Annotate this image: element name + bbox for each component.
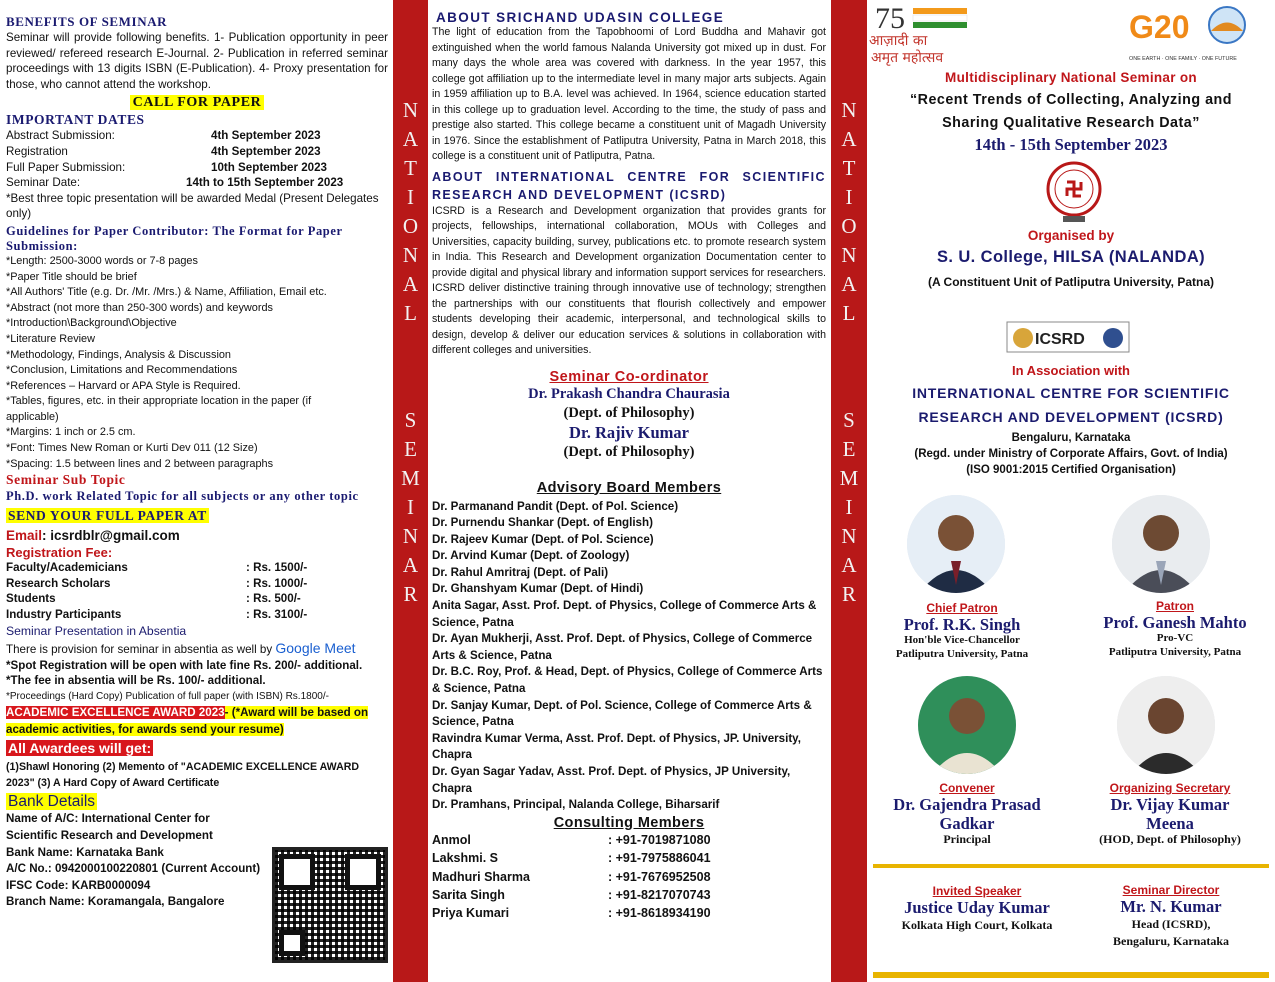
seminar-title-2: Sharing Qualitative Research Data” <box>942 115 1200 131</box>
college-name: S. U. College, HILSA (NALANDA) <box>936 248 1206 266</box>
coordinator-2-dept: (Dept. of Philosophy) <box>563 443 695 460</box>
guideline-item: *Introduction\Background\Objective <box>6 317 177 330</box>
guideline-item: *Spacing: 1.5 between lines and 2 between paragraphs <box>6 457 274 470</box>
band-right-national-seminar: N A T I O N A L S E M I N A R <box>831 0 867 982</box>
convener-name-1: Dr. Gajendra Prasad <box>893 795 1041 814</box>
speaker-name: Justice Uday Kumar <box>904 898 1050 917</box>
speaker-block <box>877 884 1077 934</box>
icsrd-iso: (ISO 9001:2015 Certified Organisation) <box>966 464 1176 476</box>
patron-desc-2: Patliputra University, Patna <box>1108 645 1242 658</box>
icsrd-regd: (Regd. under Ministry of Corporate Affairs, Govt. of India) <box>914 448 1228 460</box>
bank-line: Bank Name: Karnataka Bank <box>6 845 164 859</box>
college-emblem <box>1045 160 1103 224</box>
medal-note: *Best three topic presentation will be awarded Medal (Present Delegates only) <box>6 191 379 221</box>
right-panel <box>867 0 1275 982</box>
secretary-desc-1: (HOD, Dept. of Philosophy) <box>1099 832 1241 846</box>
seminar-dates: 14th - 15th September 2023 <box>974 135 1168 154</box>
convener-desc-1: Principal <box>943 832 991 846</box>
bank-line: IFSC Code: KARB0000094 <box>6 878 151 892</box>
email-value[interactable]: : icsrdblr@gmail.com <box>42 528 180 544</box>
bank-line: Scientific Research and Development <box>6 829 213 842</box>
director-desc-1: Head (ICSRD), <box>1131 917 1211 931</box>
awardees-text: (1)Shawl Honoring (2) Memento of "ACADEMIC EXCELLENCE AWARD 2023" (3) A Hard Copy of Award Certificate <box>6 761 360 789</box>
logo-75-hindi-1: आज़ादी का <box>869 33 928 49</box>
absentia-text: There is provision for seminar in absentia as well by <box>6 642 273 656</box>
advisory-member: Dr. Arvind Kumar (Dept. of Zoology) <box>432 549 630 563</box>
g20-logo <box>1127 4 1267 66</box>
coordinator-title: Seminar Co-ordinator <box>549 368 709 385</box>
consulting-title: Consulting Members <box>553 814 705 831</box>
fee-row: Students : Rs. 500/- <box>6 592 301 606</box>
seminar-type: Multidisciplinary National Seminar on <box>945 70 1197 85</box>
award-text: (*Award will be based on academic activities, for awards send your resume) <box>6 706 369 737</box>
director-desc-2: Bengaluru, Karnataka <box>1112 934 1229 948</box>
secretary-name-1: Dr. Vijay Kumar <box>1110 795 1230 814</box>
guidelines-list <box>6 254 388 472</box>
advisory-list <box>432 499 826 814</box>
consulting-row: Priya Kumari : +91-8618934190 <box>432 906 711 921</box>
sub-topic-text: Ph.D. work Related Topic for all subjects or any other topic <box>6 489 359 504</box>
guideline-item: *Conclusion, Limitations and Recommendations <box>6 364 238 377</box>
chief-patron-desc-1: Hon'ble Vice-Chancellor <box>904 634 1020 646</box>
patron-title: Patron <box>1155 599 1194 613</box>
guideline-item: *Paper Title should be brief <box>6 270 137 283</box>
convener-name-2: Gadkar <box>939 814 995 833</box>
bank-title: Bank Details <box>8 793 96 811</box>
registration-fee-title: Registration Fee: <box>6 545 113 561</box>
benefits-title: BENEFITS OF SEMINAR <box>6 14 168 29</box>
speaker-title: Invited Speaker <box>932 884 1022 898</box>
convener-block <box>867 781 1067 847</box>
advisory-member: Dr. Rajeev Kumar (Dept. of Pol. Science) <box>432 532 654 546</box>
organised-by: Organised by <box>1027 228 1115 243</box>
consulting-row: Madhuri Sharma : +91-7676952508 <box>432 869 711 884</box>
about-college-text: The light of education from the Tapobhoomi of Lord Buddha and Mahavir got extinguished when the world famous Nalanda University got mixed up in dust. For many days the whole area was covered with darkness. In the year 1957, this college got affiliation up to the intermediate level in many major arts subjects. Again in 1959 affiliation up to B.A. level was achieved. In 1964, science education started in this college up to graduation level. According to the time, the study of pass and prestige also started. This college became a constituent unit of Magadh University in 1976. Since the establishment of Patliputra University, Patna in March 2018, this college is a constituent unit of Patliputra, Patna. <box>432 26 826 162</box>
proceedings-note: *Proceedings (Hard Copy) Publication of full paper (with ISBN) Rs.1800/- <box>6 690 329 702</box>
google-meet: Google Meet <box>275 639 356 656</box>
date-row: Full Paper Submission: 10th September 2023 <box>6 160 327 174</box>
consulting-row: Lakshmi. S : +91-7975886041 <box>432 851 711 866</box>
guideline-item: *Font: Times New Roman or Kurti Dev 011 (12 Size) <box>6 442 258 455</box>
director-name: Mr. N. Kumar <box>1120 897 1222 916</box>
advisory-member: Anita Sagar, Asst. Prof. Dept. of Physics, College of Commerce Arts & Science, Patna <box>432 599 817 629</box>
about-icsrd-title: ABOUT INTERNATIONAL CENTRE FOR SCIENTIFIC RESEARCH AND DEVELOPMENT (ICSRD) <box>432 169 826 202</box>
guideline-item: *Abstract (not more than 250-300 words) and keywords <box>6 301 273 314</box>
advisory-member: Dr. Sanjay Kumar, Dept. of Pol. Science, College of Commerce Arts & Science, Patna <box>432 698 812 729</box>
email-label: Email <box>6 528 43 544</box>
seminar-title-1: “Recent Trends of Collecting, Analyzing and <box>909 92 1233 108</box>
gold-footer-bar <box>873 972 1269 978</box>
icsrd-city: Bengaluru, Karnataka <box>1011 432 1131 444</box>
middle-panel <box>428 0 830 982</box>
logo-75-numeral: 75 <box>875 2 905 35</box>
chief-patron-name: Prof. R.K. Singh <box>903 615 1021 634</box>
chief-patron-title: Chief Patron <box>926 601 998 615</box>
advisory-member: Dr. Pramhans, Principal, Nalanda College, Biharsarif <box>432 798 720 812</box>
azadi-ka-amrit-mahotsav-logo <box>867 0 1027 66</box>
secretary-name-2: Meena <box>1146 814 1194 833</box>
date-row: Abstract Submission: 4th September 2023 <box>6 129 321 143</box>
chief-patron-photo <box>907 495 1005 593</box>
consulting-row: Sarita Singh : +91-8217070743 <box>432 888 711 902</box>
patron-desc-1: Pro-VC <box>1156 632 1194 644</box>
icsrd-name-1: INTERNATIONAL CENTRE FOR SCIENTIFIC <box>912 385 1230 401</box>
association-label: In Association with <box>1012 363 1130 378</box>
advisory-member: Dr. Ghanshyam Kumar (Dept. of Hindi) <box>432 582 644 596</box>
consulting-row: Anmol : +91-7019871080 <box>432 832 711 847</box>
coordinator-1-name: Dr. Prakash Chandra Chaurasia <box>528 385 730 402</box>
payment-qr-code <box>272 847 388 963</box>
logo-75-hindi-2: अमृत महोत्सव <box>871 50 944 66</box>
patron-name: Prof. Ganesh Mahto <box>1103 613 1247 632</box>
bank-line: Name of A/C: International Center for <box>6 812 210 826</box>
g20-subtitle: ONE EARTH · ONE FAMILY · ONE FUTURE <box>1129 56 1237 62</box>
advisory-member: Dr. Ayan Mukherji, Asst. Prof. Dept. of Physics, College of Commerce Arts & Science, Patna <box>432 632 813 662</box>
guideline-item: *Methodology, Findings, Analysis & Discussion <box>6 348 231 361</box>
guideline-item: *Literature Review <box>6 332 95 345</box>
icsrd-logo <box>1005 316 1131 358</box>
fee-row: Industry Participants : Rs. 3100/- <box>6 608 308 622</box>
guideline-item: *Length: 2500-3000 words or 7-8 pages <box>6 254 198 267</box>
patron-photo <box>1112 495 1210 593</box>
convener-photo <box>918 676 1016 774</box>
call-for-paper: CALL FOR PAPER <box>130 95 265 110</box>
guideline-item: *References – Harvard or APA Style is Required. <box>6 379 241 392</box>
advisory-member: Ravindra Kumar Verma, Asst. Prof. Dept. of Physics, JP. University, Chapra <box>432 731 801 762</box>
left-panel: BENEFITS OF SEMINAR Seminar will provide following benefits. 1- Publication opportunity in peer reviewed/ refereed research E-Journal. 2- Publication in referred seminar proceedings with 13 digits ISBN (E-Publication). 4- Proxy presentation for those, who cannot attend the workshop. CALL FOR PAPER IMPORTANT DATES Abstract Submission: 4th September 2023 Registration 4th September 2023 Full Paper Submission: 10th September 2023 Seminar Date: 14th to 15th September 2023 *Best three topic presentation will be awarded Medal (Present Delegates only) Guidelines for Paper Contributor: The Format for Paper Submission: *Length: 2500-3000 words or 7-8 pages *Paper Title should be brief *All Authors' Title (e.g. Dr. /Mr. /Mrs.) & Name, Affiliation, Email etc. *Abstract (not more than 250-300 words) and keywords *Introduction\Background\Objective *Literature Review *Methodology, Findings, Analysis & Discussion *Conclusion, Limitations and Recommendations *References – Harvard or APA Style is Required. *Tables, figures, etc. in their appropriate location in the paper (if applicable) *Margins: 1 inch or 2.5 cm. *Font: Times New Roman or Kurti Dev 011 (12 Size) *Spacing: 1.5 between lines and 2 between paragraphs Seminar Sub Topic Ph.D. work Related Topic for all subjects or any other topic SEND YOUR FULL PAPER AT Email: icsrdblr@gmail.com Registration Fee: Faculty/Academicians : Rs. 1500/- Research Scholars : Rs. 1000/- Students : Rs. 500/- Industry Participants : Rs. 3100/- Seminar Presentation in Absentia There is provision for seminar in absentia as well by Google Meet *Spot Registration will be open with late fine Rs. 200/- additional. *The fee in absentia will be Rs. 100/- additional. *Proceedings (Hard Copy) Publication of full paper (with ISBN) Rs.1800/- ACADEMIC EXCELLENCE AWARD 2023- (*Award will be based on academic activities, for awards send your resume) All Awardees will get: (1)Shawl Honoring (2) Memento of "ACADEMIC EXCELLENCE AWARD 2023" (3) A Hard Copy of Award Certificate Bank Details Name of A/C: International Center for Scientific Research and Development Bank Name: Karnataka Bank A/C No.: 0942000100220801 (Current Account) IFSC Code: KARB0000094 Branch Name: Koramangala, Bangalore <box>0 0 392 982</box>
bank-line: A/C No.: 0942000100220801 (Current Account) <box>6 862 261 876</box>
director-title: Seminar Director <box>1122 883 1220 897</box>
secretary-title: Organizing Secretary <box>1109 781 1231 795</box>
advisory-member: Dr. Gyan Sagar Yadav, Asst. Prof. Dept. of Physics, JP University, Chapra <box>432 765 791 795</box>
advisory-member: Dr. B.C. Roy, Prof. & Head, Dept. of Physics, College of Commerce Arts & Science, Patna <box>432 665 823 696</box>
g20-text: G20 <box>1129 9 1190 45</box>
icsrd-logo-text: ICSRD <box>1035 331 1085 348</box>
coordinator-1-dept: (Dept. of Philosophy) <box>563 404 695 421</box>
date-row: Registration 4th September 2023 <box>6 144 321 158</box>
gold-divider <box>873 864 1269 868</box>
spot-registration-note: *Spot Registration will be open with late fine Rs. 200/- additional. <box>6 658 363 672</box>
advisory-member: Dr. Rahul Amritraj (Dept. of Pali) <box>432 565 609 579</box>
guideline-item: *Tables, figures, etc. in their appropriate location in the paper (if applicable) <box>6 395 312 423</box>
advisory-title: Advisory Board Members <box>536 479 722 496</box>
absentia-title: Seminar Presentation in Absentia <box>6 623 187 638</box>
advisory-member: Dr. Purnendu Shankar (Dept. of English) <box>432 516 653 530</box>
advisory-member: Dr. Parmanand Pandit (Dept. of Pol. Science) <box>432 499 679 513</box>
bank-line: Branch Name: Koramangala, Bangalore <box>6 895 225 909</box>
director-block <box>1083 883 1259 950</box>
about-icsrd-text: ICSRD is a Research and Development organization that provides grants for projects, fellowships, international collaboration, MOUs with Colleges and Universities, capacity building, survey, publications etc. to promote research system in India. This Research and Development organization Documentation center to provide digital and physical library and information support services for researchers. ICSRD deliver distinctive training through innovative use of technology; strengthen the partnerships with our constituents that flourish collectively and empower students developing their academic, interpersonal, and technological skills to design, develop & deliver our education services & solutions in collaboration with different colleges and universities. <box>432 204 826 356</box>
college-subtitle: (A Constituent Unit of Patliputra University, Patna) <box>927 275 1214 289</box>
coordinator-2-name: Dr. Rajiv Kumar <box>569 422 689 442</box>
fee-list <box>6 560 388 622</box>
guidelines-title: Guidelines for Paper Contributor: The Format for Paper Submission: <box>6 223 343 253</box>
guideline-item: *All Authors' Title (e.g. Dr. /Mr. /Mrs.) & Name, Affiliation, Email etc. <box>6 286 327 299</box>
dates-list <box>6 128 388 190</box>
send-paper-label: SEND YOUR FULL PAPER AT <box>8 508 207 524</box>
secretary-photo <box>1117 676 1215 774</box>
chief-patron-desc-2: Patliputra University, Patna <box>895 647 1029 660</box>
guideline-item: *Margins: 1 inch or 2.5 cm. <box>6 426 136 439</box>
convener-title: Convener <box>939 781 995 795</box>
icsrd-name-2: RESEARCH AND DEVELOPMENT (ICSRD) <box>918 409 1224 425</box>
date-row: Seminar Date: 14th to 15th September 2023 <box>6 176 344 190</box>
important-dates-title: IMPORTANT DATES <box>6 112 145 128</box>
award-title: ACADEMIC EXCELLENCE AWARD 2023 <box>6 706 225 720</box>
speaker-desc-1: Kolkata High Court, Kolkata <box>901 918 1053 932</box>
secretary-block <box>1067 781 1273 847</box>
benefits-text: Seminar will provide following benefits. 1- Publication opportunity in peer reviewed/ refereed research E-Journal. 2- Publication in referred seminar proceedings with 13 digits ISBN (E-Publication). 4- Proxy presentation for those, who cannot attend the workshop. <box>6 31 388 91</box>
band-left-national-seminar: N A T I O N A L S E M I N A R <box>393 0 428 982</box>
fee-row: Research Scholars : Rs. 1000/- <box>6 576 308 590</box>
about-college-title: ABOUT SRICHAND UDASIN COLLEGE <box>436 10 725 25</box>
email-line[interactable] <box>6 528 388 543</box>
chief-patron-block <box>867 601 1057 661</box>
consulting-list <box>432 831 826 923</box>
patron-block <box>1077 599 1273 659</box>
fee-row: Faculty/Academicians : Rs. 1500/- <box>6 561 308 575</box>
sub-topic-title: Seminar Sub Topic <box>6 472 126 488</box>
awardees-title: All Awardees will get: <box>8 740 152 757</box>
absentia-fee-note: *The fee in absentia will be Rs. 100/- additional. <box>6 674 266 688</box>
